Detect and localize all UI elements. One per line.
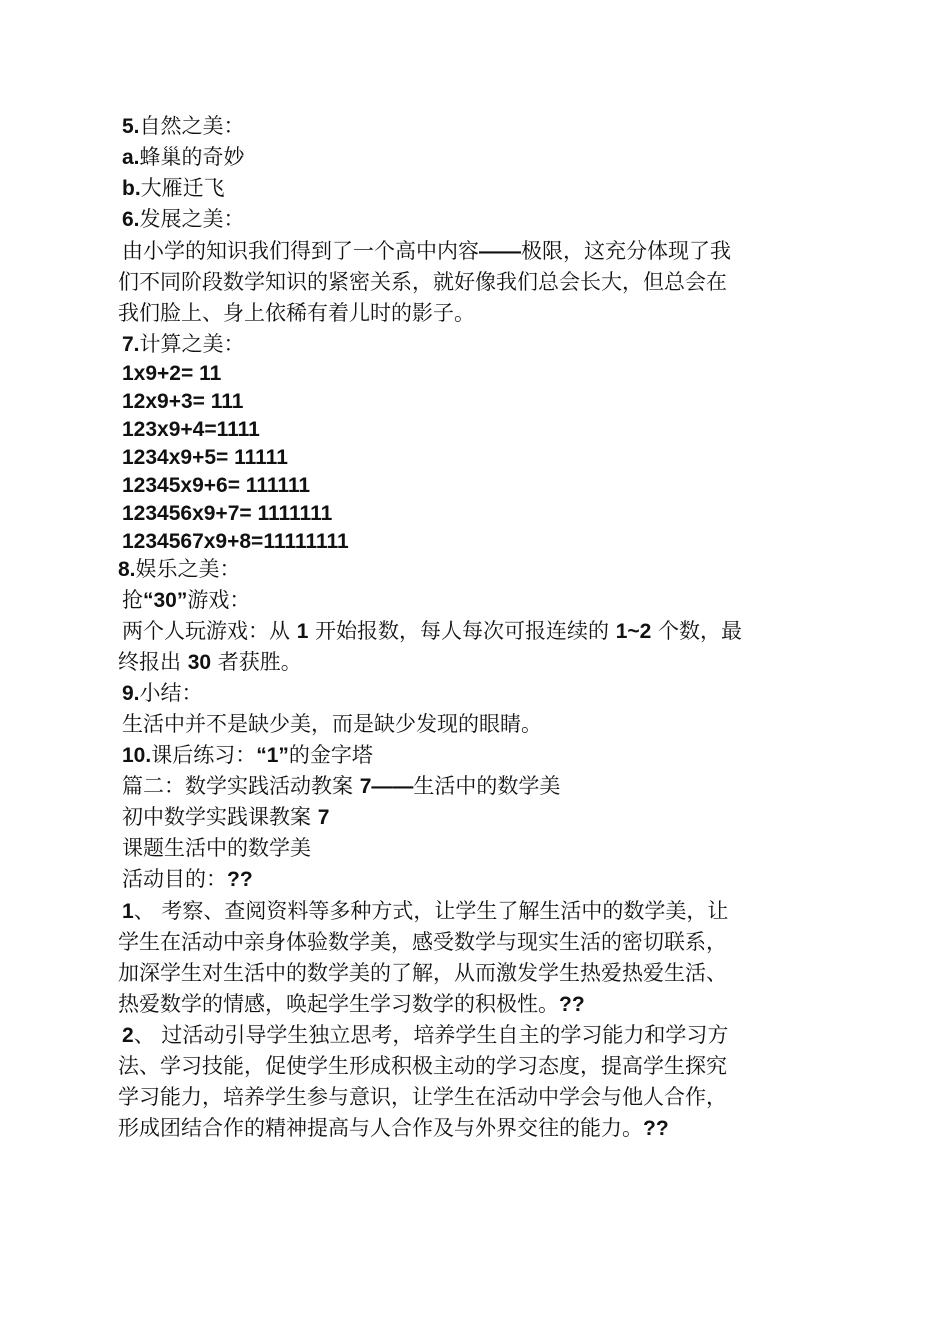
section-heading-8: 8.娱乐之美： <box>118 557 241 581</box>
section-heading-10: 10.课后练习：“1”的金字塔 <box>122 743 373 767</box>
paragraph-line: 活动目的：?? <box>122 867 253 891</box>
paragraph-line: 形成团结合作的精神提高与人合作及与外界交往的能力。?? <box>118 1116 669 1140</box>
paragraph-line: 由小学的知识我们得到了一个高中内容——极限，这充分体现了我 <box>122 239 731 263</box>
section-heading-7: 7.计算之美： <box>122 332 245 356</box>
equation-line: 123x9+4=1111 <box>122 418 260 441</box>
paragraph-line: 两个人玩游戏：从 1 开始报数，每人每次可报连续的 1~2 个数，最 <box>122 619 743 643</box>
paragraph-line: 1、 考察、查阅资料等多种方式，让学生了解生活中的数学美，让 <box>122 899 729 923</box>
paragraph-line: 初中数学实践课教案 7 <box>122 805 330 829</box>
paragraph-line: 终报出 30 者获胜。 <box>118 650 302 674</box>
paragraph-line: 法、学习技能，促使学生形成积极主动的学习态度，提高学生探究 <box>118 1054 727 1078</box>
paragraph-line: 们不同阶段数学知识的紧密关系，就好像我们总会长大，但总会在 <box>118 270 727 294</box>
list-item-b: b.大雁迁飞 <box>122 176 225 200</box>
paragraph-line: 生活中并不是缺少美，而是缺少发现的眼睛。 <box>122 712 542 736</box>
section-heading-5: 5.自然之美： <box>122 114 245 138</box>
paragraph-line: 课题生活中的数学美 <box>122 836 311 860</box>
equation-line: 12x9+3= 111 <box>122 390 244 413</box>
article-title: 篇二：数学实践活动教案 7——生活中的数学美 <box>122 774 561 798</box>
equation-line: 1234x9+5= 11111 <box>122 446 288 469</box>
paragraph-line: 学生在活动中亲身体验数学美，感受数学与现实生活的密切联系， <box>118 930 727 954</box>
paragraph-line: 抢“30”游戏： <box>122 588 251 612</box>
list-item-a: a.蜂巢的奇妙 <box>122 145 245 169</box>
paragraph-line: 热爱数学的情感，唤起学生学习数学的积极性。?? <box>118 992 585 1016</box>
paragraph-line: 我们脸上、身上依稀有着儿时的影子。 <box>118 301 475 325</box>
section-heading-9: 9.小结： <box>122 681 203 705</box>
section-heading-6: 6.发展之美： <box>122 207 245 231</box>
equation-line: 12345x9+6= 111111 <box>122 474 311 497</box>
equation-line: 1234567x9+8=11111111 <box>122 530 349 553</box>
paragraph-line: 2、 过活动引导学生独立思考，培养学生自主的学习能力和学习方 <box>122 1023 729 1047</box>
paragraph-line: 学习能力，培养学生参与意识，让学生在活动中学会与他人合作， <box>118 1085 727 1109</box>
equation-line: 123456x9+7= 1111111 <box>122 502 333 525</box>
equation-line: 1x9+2= 11 <box>122 362 222 385</box>
paragraph-line: 加深学生对生活中的数学美的了解，从而激发学生热爱热爱生活、 <box>118 961 727 985</box>
